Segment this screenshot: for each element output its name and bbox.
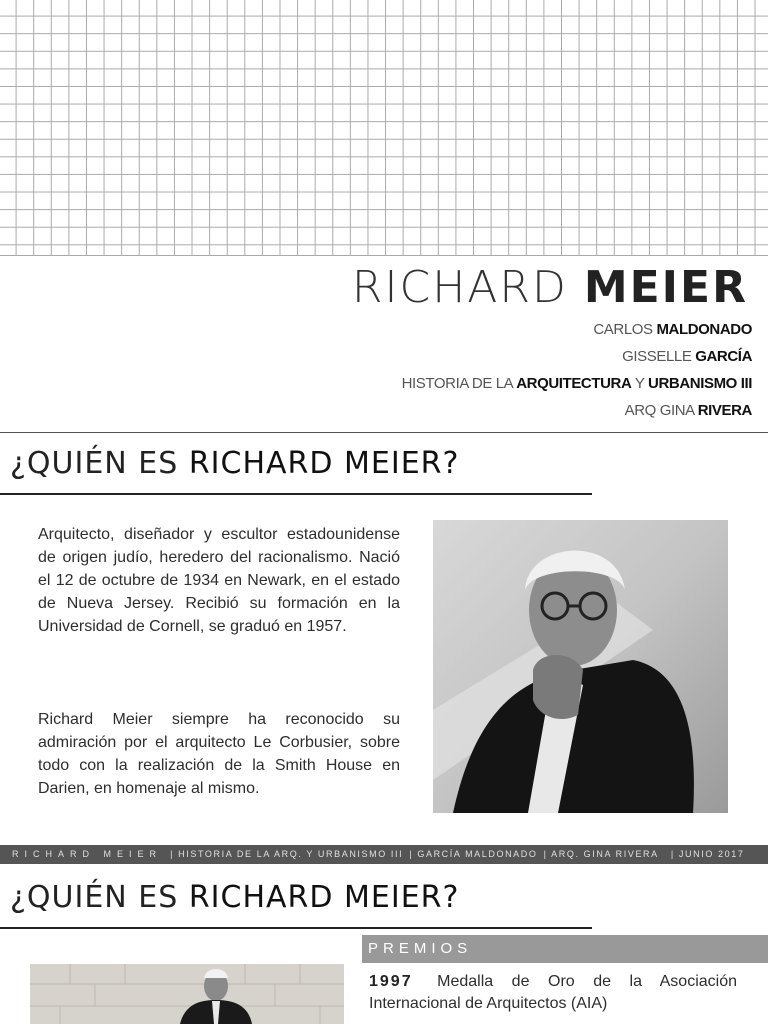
page-title: [352, 262, 748, 313]
footer-info-bar: [0, 845, 768, 864]
footer-authors: | GARCÍA MALDONADO: [409, 849, 538, 859]
award-year: 1997: [369, 973, 413, 990]
section2-heading: ¿QUIÉN ES RICHARD MEIER?: [10, 880, 460, 915]
section2-heading-underline: [0, 927, 592, 929]
premios-label-bar: PREMIOS: [362, 935, 768, 963]
credit-teacher: ARQ GINA RIVERA: [624, 402, 752, 419]
portrait-photo: [433, 520, 728, 813]
bio-paragraph-2: Richard Meier siempre ha reconocido su admiración por el arquitecto Le Corbusier, sobre todo con la realización de la Smith House en Darien, en homenaje al mismo.: [38, 711, 400, 797]
footer-name: RICHARD MEIER: [12, 849, 163, 859]
graph-paper-grid: [0, 0, 768, 256]
title-last-name: MEIER: [583, 262, 748, 313]
credit-author-2: GISSELLE GARCÍA: [622, 348, 752, 365]
bio-paragraph-1: Arquitecto, diseñador y escultor estadounidense de origen judío, heredero del racionalismo. Nació el 12 de octubre de 1934 en Newark, en el estado de Nueva Jersey. Recibió su formación en la Universidad de Cornell, se graduó en 1957.: [38, 526, 400, 635]
credit-author-1: CARLOS MALDONADO: [593, 321, 752, 338]
section-divider-1: [0, 432, 768, 433]
footer-teacher: | ARQ. GINA RIVERA: [543, 849, 659, 859]
credit-course: HISTORIA DE LA ARQUITECTURA Y URBANISMO III: [401, 375, 752, 392]
award-item: [369, 971, 737, 1015]
footer-date: | JUNIO 2017: [670, 849, 745, 859]
award-text: Medalla de Oro de la Asociación Internacional de Arquitectos (AIA): [369, 973, 737, 1012]
footer-course: | HISTORIA DE LA ARQ. Y URBANISMO III: [170, 849, 404, 859]
section1-heading: ¿QUIÉN ES RICHARD MEIER?: [10, 446, 460, 481]
section1-heading-underline: [0, 493, 592, 495]
building-photo: [30, 964, 344, 1024]
grid-bottom-edge: [0, 255, 768, 256]
title-first-name: RICHARD: [351, 262, 568, 313]
